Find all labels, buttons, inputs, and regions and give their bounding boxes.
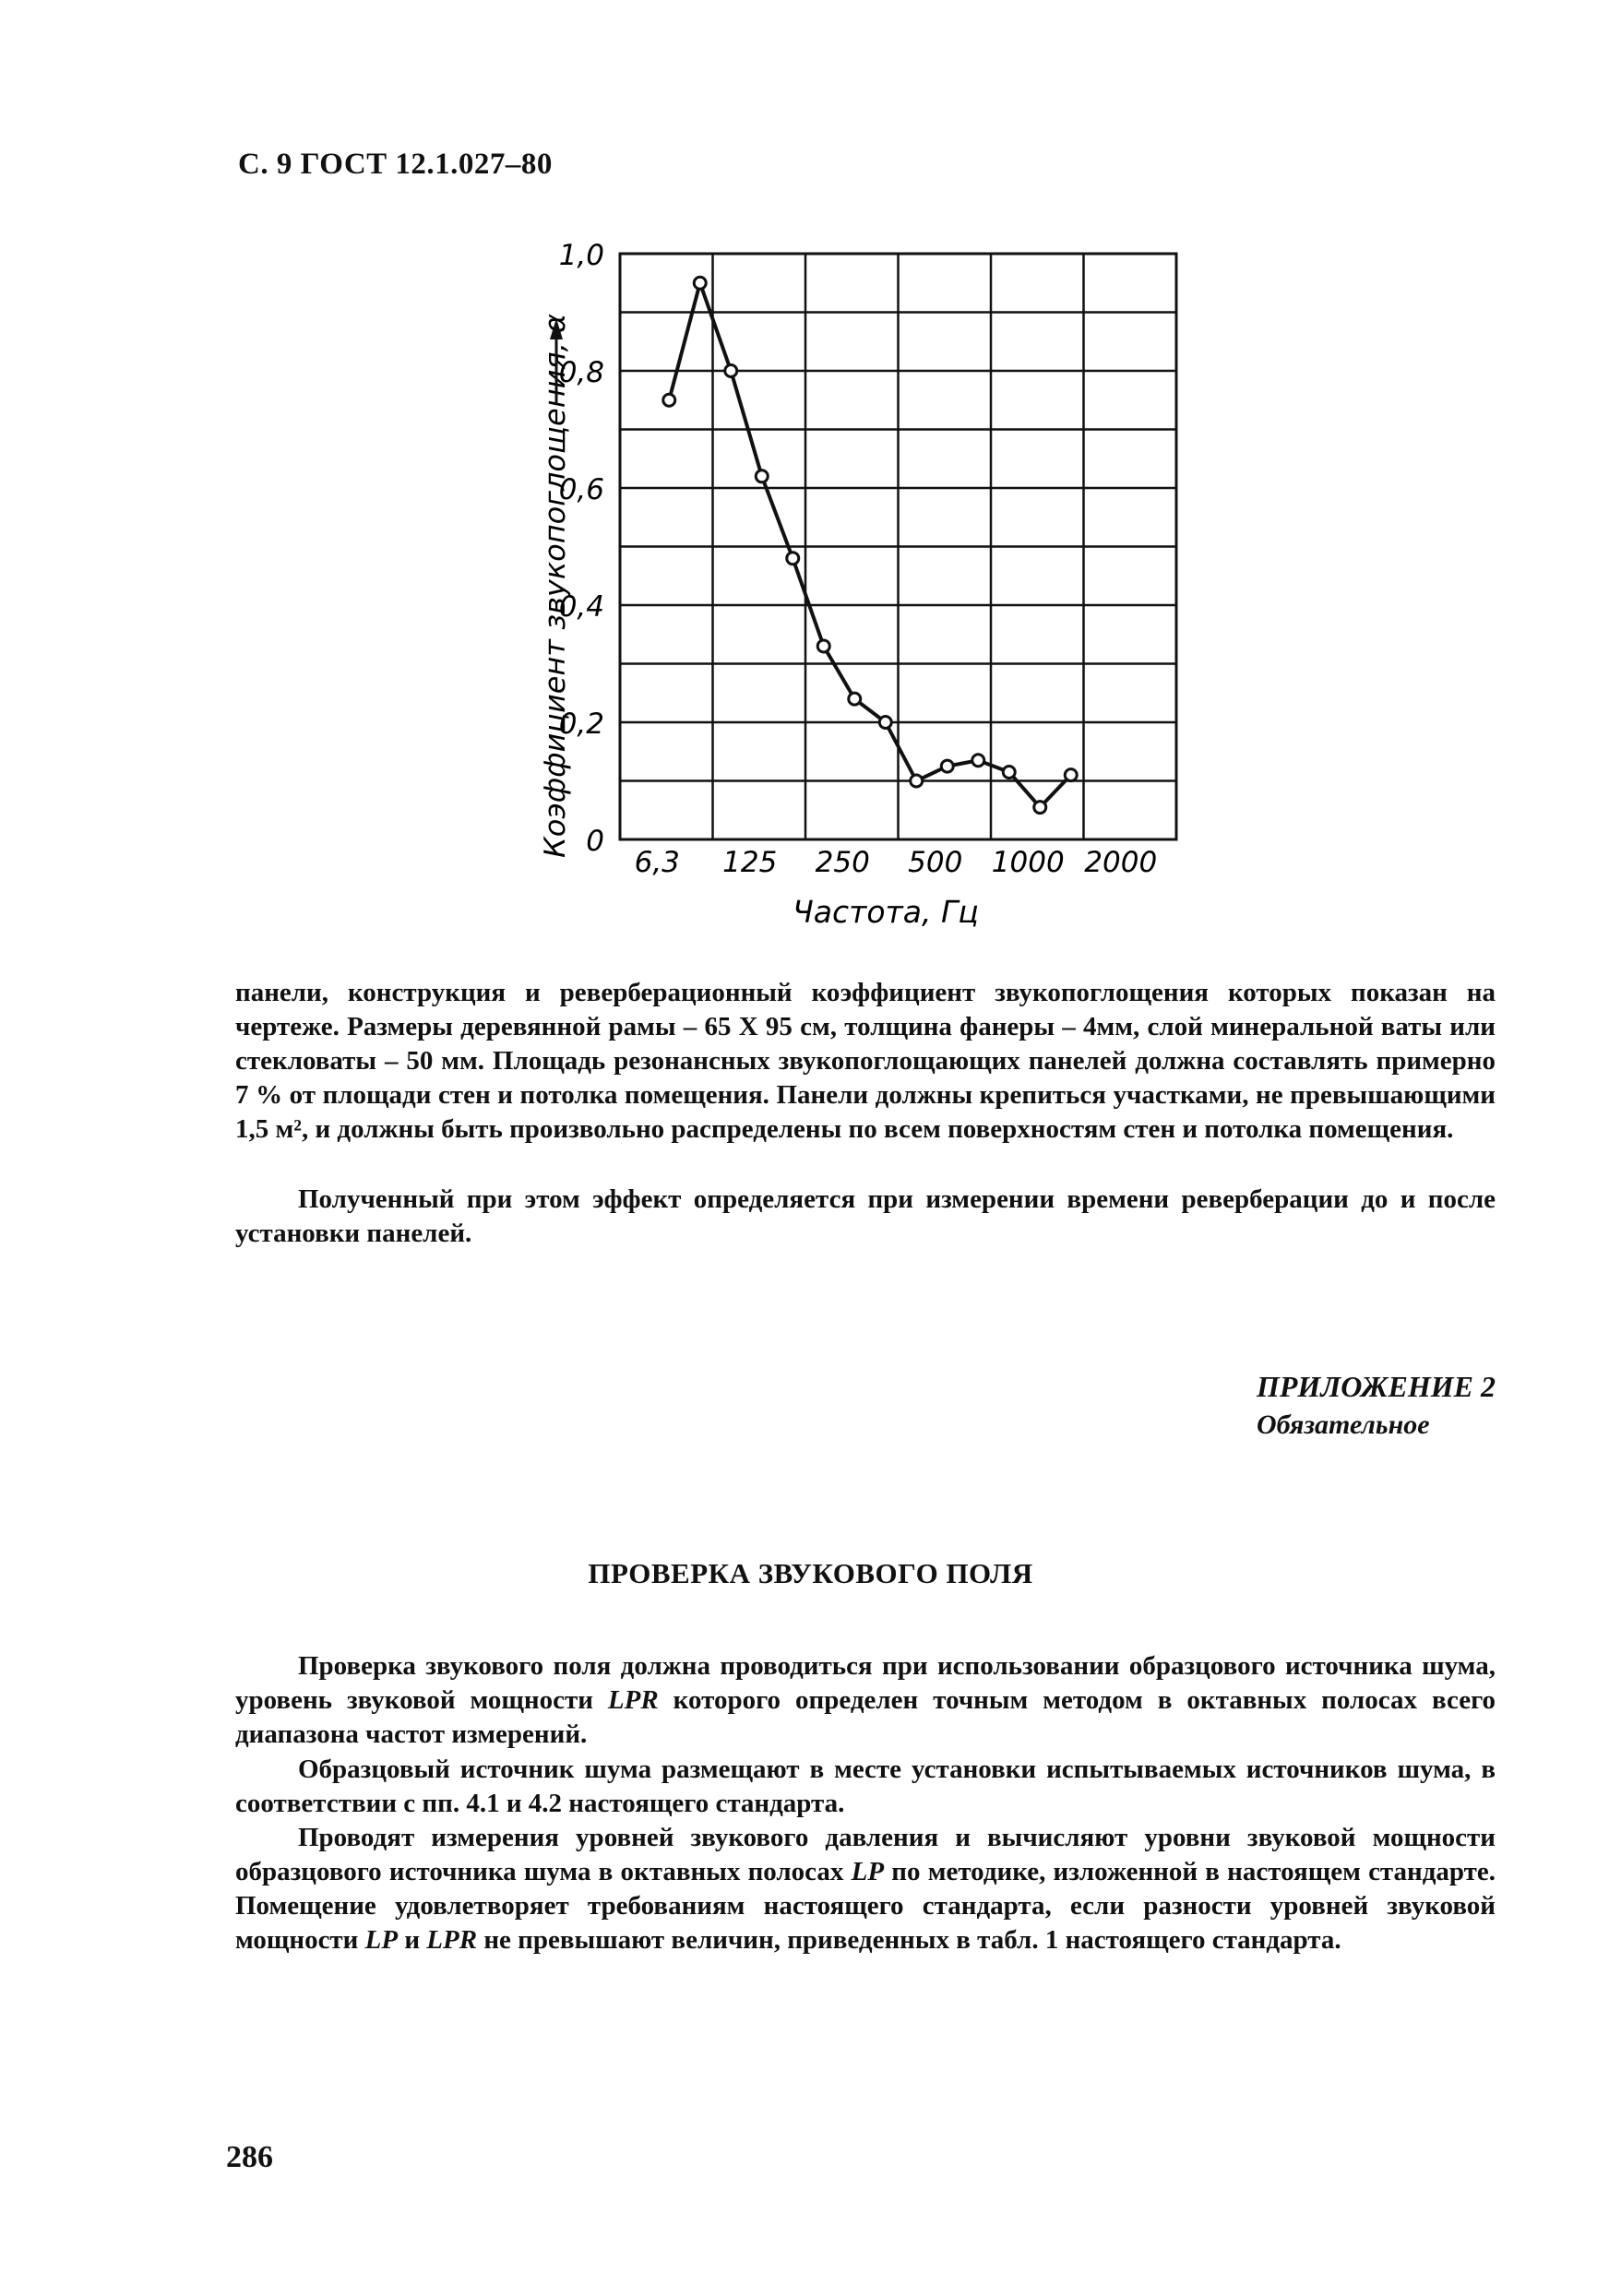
data-point bbox=[1065, 769, 1077, 781]
var-lp: LP bbox=[851, 1857, 885, 1886]
data-point bbox=[972, 755, 984, 767]
measure-text-c: не превышают величин, приведенных в табл. 1 настоящего стандарта. bbox=[483, 1925, 1341, 1955]
paragraph-panels: панели, конструкция и реверберационный коэффициент звукопоглощения которых показан на чертеже. Размеры деревянной рамы – 65 Х 95 см, толщина фанеры – 4мм, слой минеральной ваты или стекловаты – 50 мм. Площадь резонансных звукопоглощающих панелей должна составлять примерно 7 % от площади стен и потолка помещения. Панели должны крепиться участками, не превышающими 1,5 м², и должны быть произвольно распределены по всем поверхностям стен и потолка помещения. bbox=[235, 978, 1496, 1144]
data-point bbox=[911, 775, 923, 787]
chart-series bbox=[663, 277, 1078, 813]
var-lpr: LPR bbox=[607, 1685, 659, 1715]
x-axis-label: Частота, Гц bbox=[793, 894, 979, 930]
chart-grid bbox=[620, 254, 1176, 839]
y-axis-label: Коэффициент звукопоглощения, α bbox=[539, 329, 572, 858]
data-point bbox=[756, 470, 768, 482]
data-point bbox=[817, 640, 829, 652]
data-point bbox=[1034, 802, 1046, 814]
data-point bbox=[849, 693, 861, 705]
y-tick-label: 0,2 bbox=[558, 708, 604, 741]
data-point bbox=[1003, 766, 1015, 778]
data-point bbox=[694, 277, 706, 289]
check-text-b: которого определен точным методом в октавных полосах всего диапазона частот измерений. bbox=[235, 1685, 1496, 1749]
page-header: С. 9 ГОСТ 12.1.027–80 bbox=[238, 148, 553, 181]
data-point bbox=[663, 394, 675, 406]
y-tick-label: 0,4 bbox=[558, 590, 604, 624]
data-point bbox=[941, 760, 953, 772]
data-point bbox=[879, 717, 891, 729]
paragraph-measure bbox=[235, 1821, 1496, 1957]
absorption-chart bbox=[0, 0, 1621, 959]
x-tick-label: 2000 bbox=[1084, 846, 1158, 879]
paragraph-effect: Полученный при этом эффект определяется при измерении времени реверберации до и после установки панелей. bbox=[235, 1184, 1496, 1248]
y-tick-label: 0,8 bbox=[558, 356, 604, 389]
absorption-line bbox=[669, 283, 1071, 807]
y-tick-label: 0 bbox=[586, 825, 604, 858]
y-tick-label: 0,6 bbox=[558, 473, 604, 506]
check-text-a: Проверка звукового поля должна проводиться при использовании образцового источника шума, уровень звуковой мощности bbox=[235, 1651, 1496, 1715]
page-number: 286 bbox=[226, 2140, 273, 2174]
paragraph-placement: Образцовый источник шума размещают в месте установки испытываемых источников шума, в соответствии с пп. 4.1 и 4.2 настоящего стандарта. bbox=[235, 1755, 1496, 1818]
x-tick-label: 1000 bbox=[991, 846, 1065, 879]
var-lp-2: LP bbox=[364, 1925, 399, 1955]
appendix-title: ПРИЛОЖЕНИЕ 2 bbox=[1256, 1370, 1496, 1403]
appendix-label bbox=[1257, 1367, 1496, 1445]
measure-and: и bbox=[404, 1925, 421, 1955]
var-lpr-2: LPR bbox=[426, 1925, 478, 1955]
measure-text-a: Проводят измерения уровней звукового давления и вычисляют уровни звуковой мощности образцового источника шума в октавных полосах bbox=[235, 1823, 1496, 1886]
appendix-subtitle: Обязательное bbox=[1256, 1410, 1430, 1440]
section-title: ПРОВЕРКА ЗВУКОВОГО ПОЛЯ bbox=[588, 1557, 1033, 1589]
data-point bbox=[787, 553, 799, 565]
measure-text-b: по методике, изложенной в настоящем стандарте. Помещение удовлетворяет требованиям настоящего стандарта, если разности уровней звуковой мощности bbox=[235, 1857, 1496, 1955]
chart-ticks bbox=[559, 239, 1158, 879]
paragraph-check bbox=[235, 1649, 1496, 1752]
y-tick-label: 1,0 bbox=[558, 239, 604, 272]
data-point bbox=[725, 365, 737, 377]
x-tick-label: 6,3 bbox=[634, 846, 680, 879]
x-tick-label: 125 bbox=[722, 846, 778, 879]
x-tick-label: 500 bbox=[908, 846, 963, 879]
x-tick-label: 250 bbox=[815, 846, 870, 879]
